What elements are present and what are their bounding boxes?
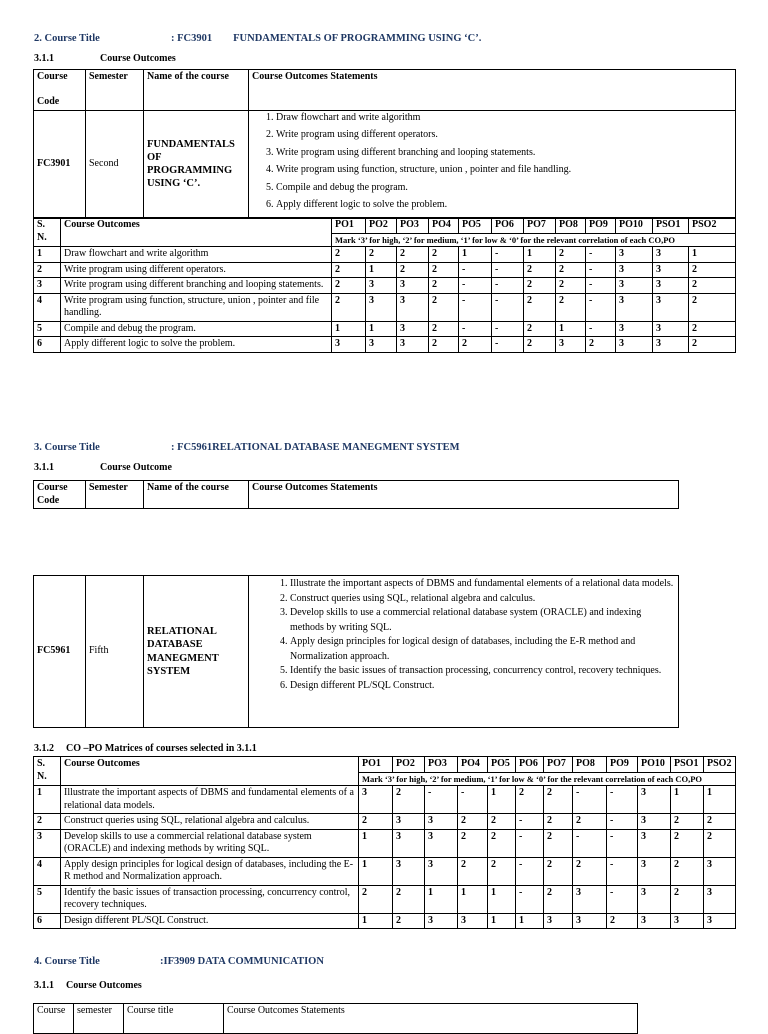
header-sn: S. N.	[34, 218, 61, 247]
correlation-value: 2	[556, 262, 586, 278]
correlation-value: 3	[616, 262, 653, 278]
row-course-outcome: Develop skills to use a commercial relational database system (ORACLE) and indexing methods by writing SQL.	[61, 829, 359, 857]
header-po5: PO5	[488, 757, 516, 773]
correlation-value: 1	[366, 321, 397, 337]
correlation-value: 3	[425, 814, 458, 830]
correlation-value: 1	[359, 913, 393, 929]
correlation-value: 3	[616, 247, 653, 263]
correlation-value: 3	[556, 337, 586, 353]
correlation-value: -	[459, 262, 492, 278]
correlation-value: 3	[359, 786, 393, 814]
outcome-item: 2. Construct queries using SQL, relational algebra and calculus.	[290, 592, 675, 607]
table-row	[34, 814, 736, 830]
correlation-value: 1	[689, 247, 736, 263]
correlation-value: 3	[638, 885, 671, 913]
correlation-value: 2	[524, 321, 556, 337]
correlation-value: 3	[573, 885, 607, 913]
course-code: FC3901	[34, 110, 86, 218]
correlation-value: -	[607, 857, 638, 885]
correlation-value: 2	[556, 293, 586, 321]
correlation-value: 2	[429, 321, 459, 337]
row-sn: 5	[34, 321, 61, 337]
correlation-value: 2	[524, 262, 556, 278]
correlation-value: -	[492, 262, 524, 278]
correlation-value: 2	[332, 247, 366, 263]
correlation-note: Mark ‘3’ for high, ‘2’ for medium, ‘1’ for low & ‘0’ for the relevant correlation of each CO,PO	[332, 233, 736, 247]
correlation-value: 3	[704, 885, 736, 913]
correlation-value: 2	[488, 814, 516, 830]
outcome-item: 4. Write program using function, structure, union , pointer and file handling.	[276, 164, 732, 177]
correlation-value: -	[607, 829, 638, 857]
row-sn: 3	[34, 278, 61, 294]
row-sn: 3	[34, 829, 61, 857]
header-course-code: Course Code	[34, 70, 86, 111]
table-row	[34, 247, 736, 263]
correlation-value: 3	[397, 278, 429, 294]
section4-heading	[34, 956, 324, 967]
header-pso2: PSO2	[689, 218, 736, 234]
correlation-value: 3	[653, 293, 689, 321]
correlation-value: 2	[332, 293, 366, 321]
header-outcomes-statements: Course Outcomes Statements	[249, 70, 736, 111]
correlation-value: 3	[704, 857, 736, 885]
course-code: FC5961	[34, 576, 86, 728]
correlation-value: -	[516, 829, 544, 857]
section4-code-title: :IF3909 DATA COMMUNICATION	[160, 956, 324, 967]
correlation-value: 3	[671, 913, 704, 929]
correlation-value: -	[459, 293, 492, 321]
correlation-value: 2	[524, 337, 556, 353]
course-outcomes-table-fc3901	[33, 69, 736, 219]
outcomes-list	[252, 112, 732, 212]
correlation-value: 2	[488, 857, 516, 885]
row-course-outcome: Illustrate the important aspects of DBMS and fundamental elements of a relational data models.	[61, 786, 359, 814]
correlation-value: 2	[586, 337, 616, 353]
correlation-value: 3	[366, 278, 397, 294]
header-po4: PO4	[458, 757, 488, 773]
correlation-value: 3	[425, 857, 458, 885]
correlation-value: 1	[458, 885, 488, 913]
row-sn: 6	[34, 337, 61, 353]
header-pso2: PSO2	[704, 757, 736, 773]
correlation-value: 2	[689, 321, 736, 337]
row-course-outcome: Compile and debug the program.	[61, 321, 332, 337]
correlation-value: 2	[671, 857, 704, 885]
correlation-value: 2	[704, 814, 736, 830]
correlation-value: -	[459, 278, 492, 294]
correlation-value: 3	[638, 829, 671, 857]
row-course-outcome: Apply different logic to solve the problem.	[61, 337, 332, 353]
correlation-value: 2	[458, 829, 488, 857]
outcome-item: 1. Draw flowchart and write algorithm	[276, 112, 732, 125]
correlation-value: -	[607, 885, 638, 913]
correlation-value: -	[516, 814, 544, 830]
row-course-outcome: Write program using function, structure, union , pointer and file handling.	[61, 293, 332, 321]
header-po2: PO2	[393, 757, 425, 773]
section3-heading	[34, 442, 460, 453]
correlation-value: 2	[397, 262, 429, 278]
correlation-value: -	[573, 829, 607, 857]
table-row	[34, 293, 736, 321]
correlation-value: 2	[488, 829, 516, 857]
correlation-value: 1	[556, 321, 586, 337]
row-sn: 4	[34, 857, 61, 885]
header-po3: PO3	[425, 757, 458, 773]
correlation-value: 3	[704, 913, 736, 929]
row-course-outcome: Write program using different branching and looping statements.	[61, 278, 332, 294]
header-po8: PO8	[573, 757, 607, 773]
row-course-outcome: Draw flowchart and write algorithm	[61, 247, 332, 263]
correlation-value: 3	[653, 321, 689, 337]
correlation-value: 1	[332, 321, 366, 337]
course-name: FUNDAMENTALS OF PROGRAMMING USING ‘C’.	[144, 110, 249, 218]
correlation-value: 3	[638, 913, 671, 929]
correlation-value: 3	[332, 337, 366, 353]
header-sn: S. N.	[34, 757, 61, 786]
correlation-value: 3	[366, 293, 397, 321]
correlation-value: 2	[459, 337, 492, 353]
header-course-code: Course Code	[34, 481, 86, 509]
row-sn: 1	[34, 786, 61, 814]
correlation-value: 3	[458, 913, 488, 929]
outcome-item: 3. Write program using different branching and looping statements.	[276, 147, 732, 160]
row-sn: 4	[34, 293, 61, 321]
sub-title: CO –PO Matrices of courses selected in 3.1.1	[66, 743, 257, 754]
correlation-value: 2	[429, 293, 459, 321]
section2-sub-heading	[34, 53, 176, 64]
header-course: Course	[34, 1004, 74, 1034]
correlation-value: 3	[425, 913, 458, 929]
correlation-value: 2	[671, 829, 704, 857]
correlation-value: -	[458, 786, 488, 814]
section3-sub-heading	[34, 462, 172, 473]
correlation-value: -	[516, 857, 544, 885]
correlation-value: 2	[556, 278, 586, 294]
correlation-value: 2	[556, 247, 586, 263]
co-po-matrix-fc3901	[33, 217, 736, 353]
correlation-value: 2	[544, 786, 573, 814]
correlation-value: -	[607, 814, 638, 830]
outcome-item: 1. Illustrate the important aspects of DBMS and fundamental elements of a relational data models.	[290, 577, 675, 592]
correlation-value: 3	[397, 337, 429, 353]
row-course-outcome: Identify the basic issues of transaction processing, concurrency control, recovery techniques.	[61, 885, 359, 913]
course-outcome-header-table-fc5961	[33, 480, 679, 509]
header-course-outcomes: Course Outcomes	[61, 218, 332, 247]
table-row	[34, 262, 736, 278]
correlation-value: 1	[459, 247, 492, 263]
row-course-outcome: Write program using different operators.	[61, 262, 332, 278]
header-po4: PO4	[429, 218, 459, 234]
correlation-value: 2	[544, 885, 573, 913]
header-po9: PO9	[607, 757, 638, 773]
correlation-value: -	[586, 293, 616, 321]
section2-heading	[34, 33, 482, 44]
correlation-value: 1	[488, 913, 516, 929]
correlation-value: -	[573, 786, 607, 814]
header-po9: PO9	[586, 218, 616, 234]
correlation-value: 2	[671, 814, 704, 830]
correlation-value: 2	[429, 262, 459, 278]
correlation-value: -	[492, 293, 524, 321]
table-row	[34, 885, 736, 913]
table-row	[34, 278, 736, 294]
header-outcomes-statements: Course Outcomes Statements	[249, 481, 679, 509]
correlation-value: 2	[429, 337, 459, 353]
correlation-value: 3	[638, 814, 671, 830]
table-row	[34, 829, 736, 857]
correlation-value: 3	[638, 857, 671, 885]
section2-code-title: : FC3901 FUNDAMENTALS OF PROGRAMMING USING ‘C’.	[171, 33, 482, 44]
course-name: RELATIONAL DATABASE MANEGMENT SYSTEM	[144, 576, 249, 728]
correlation-value: 2	[573, 857, 607, 885]
correlation-value: -	[516, 885, 544, 913]
correlation-value: -	[586, 247, 616, 263]
row-sn: 2	[34, 814, 61, 830]
correlation-value: 2	[516, 786, 544, 814]
outcome-item: 5. Identify the basic issues of transaction processing, concurrency control, recovery techniques.	[290, 664, 675, 679]
header-semester: Semester	[86, 70, 144, 111]
correlation-value: 2	[544, 829, 573, 857]
correlation-value: 3	[573, 913, 607, 929]
correlation-value: 1	[359, 829, 393, 857]
sub-number: 3.1.1	[34, 53, 54, 64]
correlation-value: 1	[671, 786, 704, 814]
header-course-name: Name of the course	[144, 70, 249, 111]
correlation-value: 1	[488, 885, 516, 913]
outcome-item: 4. Apply design principles for logical design of databases, including the E-R method and Normalization approach.	[290, 635, 675, 664]
correlation-value: 3	[616, 321, 653, 337]
header-course-outcomes: Course Outcomes	[61, 757, 359, 786]
section4-sub-heading	[34, 980, 142, 991]
correlation-value: 2	[429, 278, 459, 294]
course-outcome-table-fc5961	[33, 575, 679, 728]
header-po6: PO6	[492, 218, 524, 234]
correlation-value: 2	[458, 814, 488, 830]
correlation-value: 2	[366, 247, 397, 263]
header-po7: PO7	[524, 218, 556, 234]
correlation-value: 3	[616, 337, 653, 353]
correlation-value: 2	[573, 814, 607, 830]
sub-number: 3.1.2	[34, 743, 54, 754]
correlation-value: 2	[397, 247, 429, 263]
correlation-value: 3	[638, 786, 671, 814]
correlation-value: 3	[616, 278, 653, 294]
correlation-value: 1	[366, 262, 397, 278]
section2-label: 2. Course Title	[34, 33, 100, 44]
correlation-value: -	[607, 786, 638, 814]
outcomes-list-cell	[249, 110, 736, 218]
co-po-matrix-fc5961	[33, 756, 736, 929]
table-row	[34, 337, 736, 353]
correlation-value: 1	[704, 786, 736, 814]
correlation-value: 2	[359, 814, 393, 830]
header-semester: Semester	[86, 481, 144, 509]
correlation-value: 3	[425, 829, 458, 857]
section3-code-title: : FC5961RELATIONAL DATABASE MANEGMENT SYSTEM	[171, 442, 460, 453]
course-outcomes-table-if3909	[33, 1003, 638, 1034]
correlation-value: 3	[653, 337, 689, 353]
outcome-item: 6. Apply different logic to solve the problem.	[276, 199, 732, 212]
correlation-value: 2	[689, 293, 736, 321]
header-po2: PO2	[366, 218, 397, 234]
correlation-value: -	[425, 786, 458, 814]
header-po5: PO5	[459, 218, 492, 234]
row-sn: 1	[34, 247, 61, 263]
correlation-value: -	[492, 278, 524, 294]
header-pso1: PSO1	[653, 218, 689, 234]
correlation-value: -	[459, 321, 492, 337]
row-sn: 2	[34, 262, 61, 278]
table-row	[34, 321, 736, 337]
outcome-item: 6. Design different PL/SQL Construct.	[290, 679, 675, 694]
correlation-value: -	[586, 321, 616, 337]
correlation-value: 2	[359, 885, 393, 913]
correlation-value: 2	[458, 857, 488, 885]
semester: Second	[86, 110, 144, 218]
section3-label: 3. Course Title	[34, 442, 100, 453]
correlation-value: 1	[524, 247, 556, 263]
header-po10: PO10	[616, 218, 653, 234]
correlation-note: Mark ‘3’ for high, ‘2’ for medium, ‘1’ for low & ‘0’ for the relevant correlation of each CO,PO	[359, 772, 736, 786]
correlation-value: 2	[332, 262, 366, 278]
row-sn: 6	[34, 913, 61, 929]
header-po6: PO6	[516, 757, 544, 773]
header-po7: PO7	[544, 757, 573, 773]
correlation-value: 1	[516, 913, 544, 929]
correlation-value: 2	[524, 278, 556, 294]
correlation-value: 2	[524, 293, 556, 321]
correlation-value: 1	[488, 786, 516, 814]
header-course-name: Name of the course	[144, 481, 249, 509]
correlation-value: 3	[393, 829, 425, 857]
sub-number: 3.1.1	[34, 980, 54, 991]
correlation-value: 3	[653, 247, 689, 263]
header-outcomes-statements: Course Outcomes Statements	[224, 1004, 638, 1034]
header-po8: PO8	[556, 218, 586, 234]
table-row	[34, 913, 736, 929]
correlation-value: 2	[689, 337, 736, 353]
sub-title: Course Outcome	[100, 462, 172, 473]
outcomes-list	[252, 577, 675, 693]
header-course-title: Course title	[124, 1004, 224, 1034]
row-course-outcome: Apply design principles for logical design of databases, including the E-R method and Normalization approach.	[61, 857, 359, 885]
header-pso1: PSO1	[671, 757, 704, 773]
header-semester: semester	[74, 1004, 124, 1034]
correlation-value: -	[586, 262, 616, 278]
correlation-value: -	[586, 278, 616, 294]
section3-matrix-heading	[34, 743, 257, 754]
correlation-value: -	[492, 337, 524, 353]
correlation-value: 1	[359, 857, 393, 885]
sub-title: Course Outcomes	[66, 980, 142, 991]
outcomes-list-cell	[249, 576, 679, 728]
correlation-value: 2	[671, 885, 704, 913]
table-row	[34, 786, 736, 814]
correlation-value: 3	[366, 337, 397, 353]
header-po3: PO3	[397, 218, 429, 234]
correlation-value: 3	[653, 278, 689, 294]
correlation-value: 3	[393, 857, 425, 885]
correlation-value: 2	[393, 913, 425, 929]
header-po10: PO10	[638, 757, 671, 773]
table-row	[34, 857, 736, 885]
outcome-item: 2. Write program using different operators.	[276, 129, 732, 142]
section4-label: 4. Course Title	[34, 956, 100, 967]
row-course-outcome: Design different PL/SQL Construct.	[61, 913, 359, 929]
correlation-value: 3	[393, 814, 425, 830]
correlation-value: 2	[544, 857, 573, 885]
outcome-item: 5. Compile and debug the program.	[276, 182, 732, 195]
row-sn: 5	[34, 885, 61, 913]
correlation-value: 3	[653, 262, 689, 278]
correlation-value: 3	[544, 913, 573, 929]
correlation-value: 2	[393, 786, 425, 814]
correlation-value: 2	[704, 829, 736, 857]
sub-title: Course Outcomes	[100, 53, 176, 64]
header-po1: PO1	[332, 218, 366, 234]
outcome-item: 3. Develop skills to use a commercial relational database system (ORACLE) and indexing methods by writing SQL.	[290, 606, 675, 635]
correlation-value: -	[492, 321, 524, 337]
correlation-value: 3	[397, 321, 429, 337]
correlation-value: 2	[607, 913, 638, 929]
sub-number: 3.1.1	[34, 462, 54, 473]
correlation-value: 2	[689, 278, 736, 294]
correlation-value: 2	[544, 814, 573, 830]
correlation-value: 2	[393, 885, 425, 913]
correlation-value: 2	[332, 278, 366, 294]
correlation-value: 2	[689, 262, 736, 278]
header-po1: PO1	[359, 757, 393, 773]
correlation-value: 2	[429, 247, 459, 263]
semester: Fifth	[86, 576, 144, 728]
correlation-value: -	[492, 247, 524, 263]
correlation-value: 1	[425, 885, 458, 913]
row-course-outcome: Construct queries using SQL, relational algebra and calculus.	[61, 814, 359, 830]
correlation-value: 3	[397, 293, 429, 321]
correlation-value: 3	[616, 293, 653, 321]
